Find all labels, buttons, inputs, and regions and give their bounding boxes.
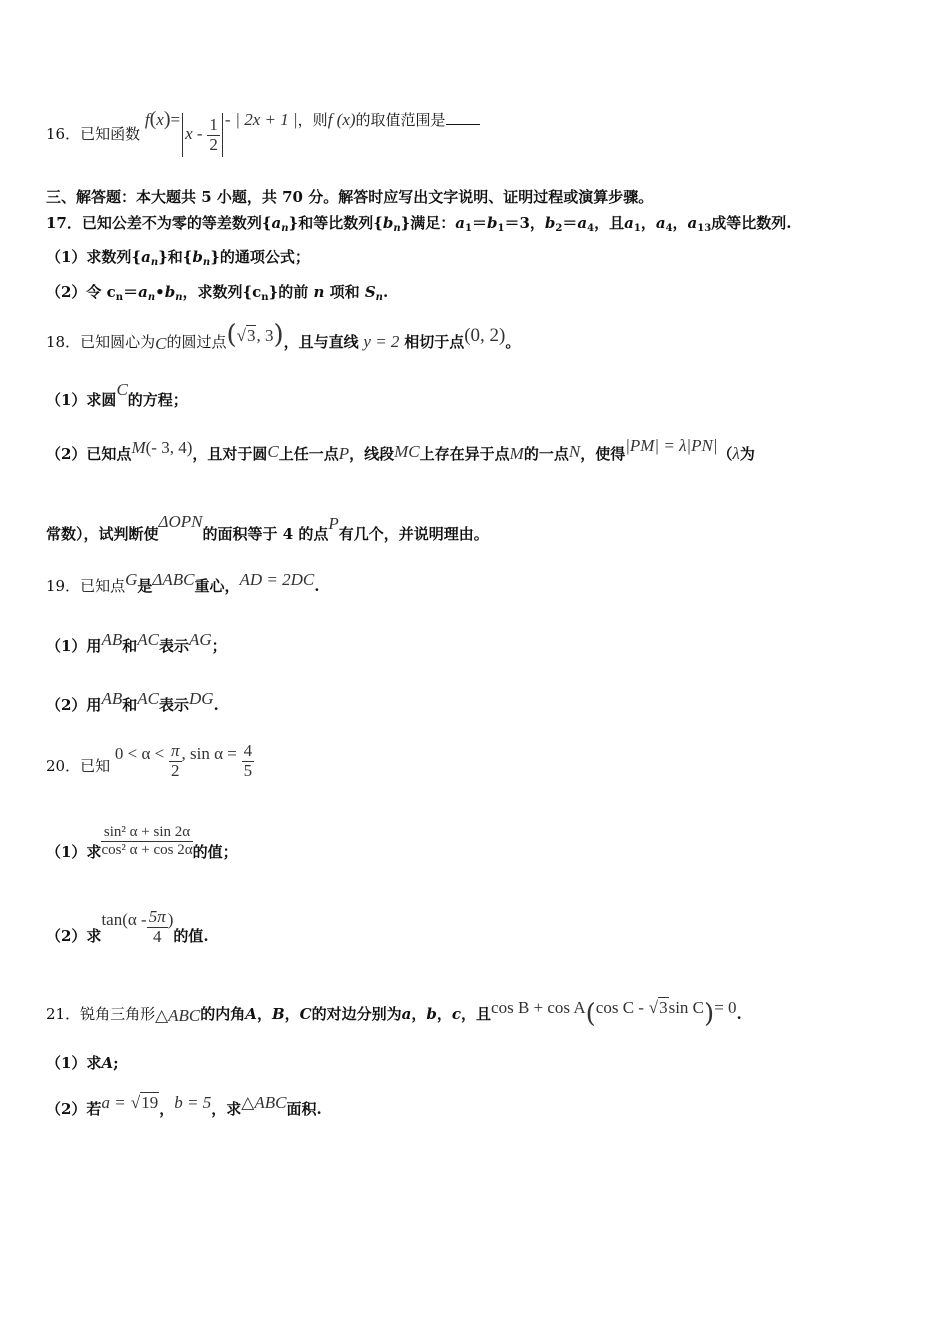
text: ＝	[123, 283, 139, 301]
text: 。	[505, 333, 521, 351]
frac-den: 4	[152, 926, 162, 946]
text: 项和	[329, 283, 360, 301]
math-P: P	[328, 514, 339, 533]
var-A: A	[245, 1005, 257, 1023]
abs-bar	[182, 113, 183, 157]
text: .	[314, 577, 320, 595]
frac-half	[207, 116, 220, 154]
text: 的值.	[173, 927, 209, 946]
q19-part1	[46, 630, 227, 656]
abs-bar	[222, 113, 223, 157]
var-a: a	[141, 248, 151, 266]
sub-n: n	[115, 292, 124, 303]
q16-then: ，则	[297, 111, 328, 129]
text: •	[155, 283, 165, 301]
text: 常数），试判断使	[46, 525, 159, 543]
text: （1）求圆	[46, 391, 117, 409]
paren-close: )	[704, 999, 715, 1029]
text: 重心，	[194, 577, 240, 595]
text: （1）求	[46, 1054, 102, 1072]
text: ，	[159, 1100, 175, 1118]
var-a: a	[624, 214, 634, 232]
math-N: N	[568, 442, 581, 461]
text: （1）求	[46, 843, 102, 861]
q19-part2	[46, 689, 219, 715]
paren: (	[226, 320, 237, 350]
text: ，求数列{c	[182, 283, 262, 301]
q21-stem	[46, 998, 742, 1029]
sqrt-sign: √	[648, 998, 659, 1017]
q18-part2-cont	[46, 512, 489, 544]
text: ，且对于圆	[192, 445, 268, 463]
text: 20．已知	[46, 757, 111, 776]
text: 是	[137, 577, 153, 595]
var-n: n	[313, 283, 325, 301]
math-sinC: sin C	[668, 998, 705, 1017]
text: 的一点	[523, 445, 569, 463]
text: 18．已知圆心为	[46, 333, 156, 351]
var-b: b	[426, 1005, 437, 1023]
q17-part2	[46, 281, 388, 303]
math-fx: f (x)	[327, 110, 356, 129]
text: 19．已知点	[46, 577, 126, 595]
text: }和等比数列{	[288, 214, 383, 232]
math-cond: 0 < α <	[114, 744, 165, 764]
var-C: C	[299, 1005, 312, 1023]
math-M-point: (- 3, 4)	[145, 438, 193, 457]
text: 的值；	[192, 843, 238, 861]
var-b: b	[164, 283, 176, 301]
frac-num: 5π	[148, 907, 166, 926]
q20-part2	[46, 908, 209, 946]
text: 和	[122, 637, 138, 655]
q17-stem	[46, 212, 791, 234]
math-b-eq: b = 5	[174, 1093, 212, 1112]
sub-n: n	[281, 223, 289, 234]
math-tan-close: )	[167, 910, 174, 930]
q16-number: 16．已知函数	[46, 125, 141, 143]
text: （2）若	[46, 1100, 102, 1118]
sqrt-sign: √	[236, 326, 246, 345]
math-f: f	[144, 110, 150, 129]
math-abs-2x-plus-1: | 2x + 1 |	[235, 110, 298, 129]
text: 和	[122, 696, 138, 714]
math-AC: AC	[137, 689, 159, 708]
var-b: b	[382, 214, 394, 232]
math-x-minus: x -	[185, 124, 203, 143]
frac-num: sin² α + sin 2α	[101, 824, 192, 842]
math-cosB-cosA: cos B + cos A	[491, 998, 586, 1017]
q18-part1	[46, 380, 188, 410]
q16-line: 16．已知函数 f(x)=x - $\frac{1}{2}$ - | 2x + 1 |，则f (x)的取值范围是	[46, 108, 480, 157]
text: .	[736, 1005, 742, 1023]
math-eq: =	[170, 110, 181, 129]
sub-n: n	[202, 257, 211, 268]
text: （2）用	[46, 696, 102, 714]
math-M: M	[509, 444, 524, 463]
var-S: S	[364, 283, 376, 301]
math-triangle-OPN: ΔOPN	[158, 512, 203, 531]
frac-den: cos² α + cos 2α	[101, 841, 193, 858]
frac-den: 2	[171, 760, 180, 780]
text: 表示	[158, 637, 189, 655]
text: ，且与直线	[283, 333, 359, 351]
text: }的通项公式；	[210, 248, 310, 266]
math-C: C	[155, 334, 167, 353]
sub-4: 4	[587, 223, 595, 234]
q21-part2	[46, 1093, 322, 1119]
paren-open: (	[585, 999, 596, 1029]
frac-den: 5	[243, 760, 253, 780]
text: 的面积等于 4 的点	[202, 525, 329, 543]
q17-part1	[46, 246, 310, 268]
q20-stem	[46, 742, 254, 780]
q21-part1	[46, 1052, 119, 1073]
math-C: C	[116, 380, 128, 399]
text: 上任一点	[278, 445, 339, 463]
text: 的圆过点	[166, 333, 227, 351]
text: （1）用	[46, 637, 102, 655]
text: 17．已知公差不为零的等差数列{	[46, 214, 272, 232]
var-A: A	[101, 1054, 114, 1072]
math-3: 3	[246, 326, 256, 345]
text: ，	[284, 1005, 300, 1023]
frac-num: π	[171, 741, 180, 760]
text: （2）令 c	[46, 283, 116, 301]
sub-2: 2	[555, 223, 563, 234]
var-b: b	[192, 248, 203, 266]
math-P: P	[338, 444, 350, 463]
text: 面积.	[286, 1100, 322, 1118]
text: ；	[211, 637, 227, 655]
text: 成等比数列.	[711, 214, 792, 232]
text: 有几个，并说明理由。	[338, 525, 489, 543]
math-AG: AG	[188, 630, 212, 649]
text: ，求	[211, 1100, 242, 1118]
math-triangle-ABC: △ABC	[155, 1006, 201, 1025]
text: }和{	[158, 248, 193, 266]
text: ＝3，	[504, 214, 545, 232]
var-c: c	[451, 1005, 462, 1023]
text: 相切于点	[404, 333, 465, 351]
text: ，	[436, 1005, 452, 1023]
var-a: a	[271, 214, 282, 232]
text: ，线段	[349, 445, 395, 463]
sqrt-sign: √	[130, 1093, 141, 1112]
text: ，	[640, 214, 656, 232]
math-G: G	[125, 570, 138, 589]
sub-n: n	[175, 292, 183, 303]
frac-4-5	[242, 742, 255, 780]
sub-1: 1	[633, 223, 641, 234]
math-cond-sin: , sin α =	[181, 744, 237, 764]
sub-n: n	[150, 257, 159, 268]
text: （2）求	[46, 927, 102, 946]
text: （	[717, 445, 733, 463]
math-eq-0: = 0	[714, 998, 737, 1017]
frac-den: 2	[209, 134, 218, 154]
text: 21．锐角三角形	[46, 1005, 156, 1023]
var-a: a	[687, 214, 698, 232]
math-condition: |PM| = λ|PN|	[625, 436, 718, 455]
text: 的对边分别为	[311, 1005, 402, 1023]
math-C: C	[267, 442, 279, 461]
math-a-eq: a =	[101, 1093, 126, 1112]
math-DG: DG	[188, 689, 214, 708]
q18-part2	[46, 436, 755, 464]
answer-blank	[446, 112, 480, 125]
q16-range-text: 的取值范围是	[355, 111, 446, 129]
sub-13: 13	[697, 223, 712, 234]
text: ;	[113, 1054, 119, 1072]
math-relation: AD = 2DC	[239, 570, 315, 589]
var-a: a	[401, 1005, 412, 1023]
text: }的前	[268, 283, 309, 301]
math-AB: AB	[101, 689, 123, 708]
math-tan: tan(α -	[101, 910, 147, 930]
math-triangle-ABC: △ABC	[241, 1093, 287, 1112]
sub-1: 1	[465, 223, 472, 234]
text: （2）已知点	[46, 445, 132, 463]
text: （1）求数列{	[46, 248, 142, 266]
math-x: x	[156, 110, 164, 129]
var-b: b	[544, 214, 556, 232]
text: }满足：	[400, 214, 456, 232]
text: ，且	[594, 214, 625, 232]
text: ＝	[562, 214, 578, 232]
math-tangent-point: (0, 2)	[464, 325, 506, 346]
sub-4: 4	[665, 223, 673, 234]
math-cosC: cos C -	[595, 998, 644, 1017]
text: ，使得	[580, 445, 626, 463]
math-AC: AC	[137, 630, 159, 649]
math-19: 19	[141, 1093, 159, 1112]
text: 的内角	[200, 1005, 246, 1023]
text: ，且	[461, 1005, 492, 1023]
var-a: a	[455, 214, 466, 232]
math-triangle-ABC: ΔABC	[152, 570, 195, 589]
math-3: 3	[659, 998, 668, 1017]
math-M: M	[131, 438, 146, 457]
sub-n: n	[375, 292, 383, 303]
text: 上存在异于点	[419, 445, 510, 463]
frac-5pi-4	[147, 908, 168, 946]
text: 为	[739, 445, 755, 463]
frac-num: 1	[209, 114, 218, 134]
math-lambda: λ	[732, 444, 740, 463]
paren: )	[273, 320, 284, 350]
sub-n: n	[147, 292, 156, 303]
frac-trig-expr	[101, 824, 192, 858]
text: ，	[256, 1005, 272, 1023]
math-AB: AB	[101, 630, 123, 649]
text: 表示	[158, 696, 189, 714]
var-a: a	[655, 214, 666, 232]
text: ＝	[471, 214, 487, 232]
math-line: y = 2	[363, 332, 400, 351]
math-minus: -	[224, 110, 231, 129]
sub-1: 1	[497, 223, 505, 234]
text: ，	[411, 1005, 427, 1023]
q18-stem	[46, 320, 520, 354]
q20-part1	[46, 824, 238, 862]
var-a: a	[577, 214, 588, 232]
q19-stem	[46, 570, 319, 596]
sub-n: n	[393, 223, 401, 234]
text: .	[213, 696, 219, 714]
var-b: b	[487, 214, 498, 232]
frac-num: 4	[243, 741, 253, 760]
var-a: a	[138, 283, 148, 301]
text: ，	[672, 214, 688, 232]
text: 的方程；	[127, 391, 188, 409]
math-MC: MC	[394, 442, 420, 461]
math-pt: , 3	[256, 326, 274, 345]
sub-n: n	[261, 292, 269, 303]
var-B: B	[271, 1005, 285, 1023]
section-3-heading: 三、解答题：本大题共 5 小题，共 70 分。解答时应写出文字说明、证明过程或演算步骤。	[46, 188, 654, 206]
text: .	[382, 283, 389, 301]
frac-pi-2	[169, 742, 182, 780]
